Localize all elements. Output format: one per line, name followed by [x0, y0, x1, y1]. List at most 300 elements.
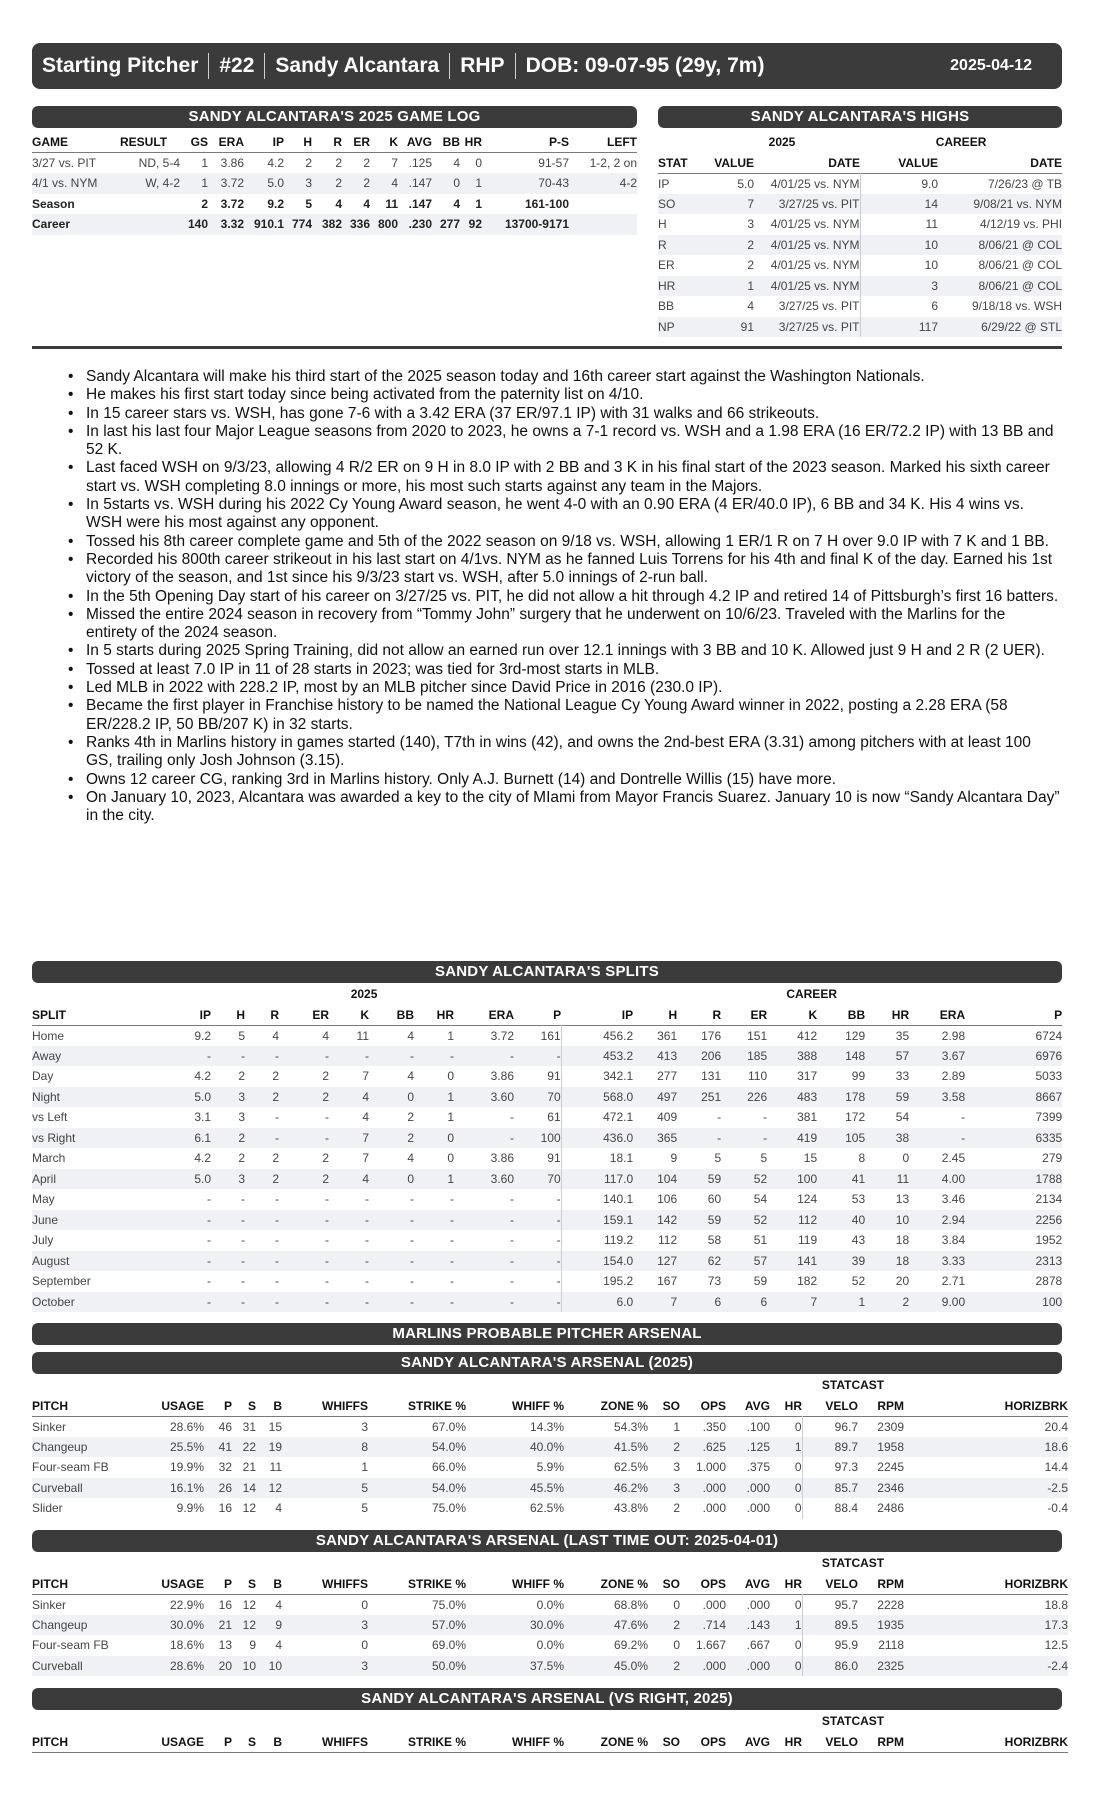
arsenal-cell: 13	[218, 1638, 232, 1653]
game-log-cell	[120, 194, 180, 215]
arsenal-cell: 75.0%	[431, 1501, 466, 1516]
arsenal-cell: 62.5%	[613, 1460, 648, 1475]
notes-list	[64, 368, 1060, 825]
splits-col-header: SPLIT	[32, 1007, 67, 1022]
table-row	[32, 1210, 1062, 1231]
splits-cell: -	[279, 1251, 329, 1272]
splits-cell: -	[454, 1251, 514, 1272]
splits-cell: 206	[677, 1046, 721, 1067]
table-row	[658, 173, 1062, 194]
splits-cell: 110	[747, 1069, 768, 1084]
splits-cell: 5.0	[167, 1087, 211, 1108]
splits-cell: 73	[707, 1274, 722, 1289]
table-row	[658, 194, 1062, 215]
splits-cell: 91	[547, 1069, 561, 1084]
arsenal-cell: 57.0%	[368, 1615, 466, 1636]
game-log-cell: Career	[32, 214, 120, 235]
game-log-cell: 1	[201, 156, 208, 170]
game-log-header-row	[32, 132, 637, 153]
splits-cell: -	[329, 1046, 369, 1067]
splits-cell: 100	[514, 1128, 561, 1149]
arsenal-cell: 0	[673, 1638, 680, 1653]
arsenal-cell: 46	[218, 1419, 232, 1434]
splits-cell: 15	[803, 1151, 818, 1166]
table-row	[32, 1635, 1068, 1656]
arsenal-cell: 1.000	[695, 1460, 726, 1475]
game-log-col-header: IP	[272, 135, 284, 149]
splits-cell: 11	[865, 1169, 909, 1190]
splits-cell: Home	[32, 1028, 65, 1043]
game-log-cell: 0	[475, 156, 482, 170]
arsenal-cell: 25.5%	[160, 1437, 204, 1458]
arsenal-col-header: HORIZBRK	[1004, 1576, 1068, 1591]
header-hand: RHP	[460, 54, 505, 77]
arsenal-cell: 9	[249, 1638, 256, 1653]
highs-col-header: VALUE	[898, 155, 939, 170]
arsenal-cell: .000	[702, 1501, 726, 1516]
splits-cell: 456.2	[561, 1025, 633, 1046]
arsenal-cell: 10	[256, 1656, 282, 1677]
splits-cell: 4	[407, 1151, 414, 1166]
arsenal-cell: 45.5%	[466, 1478, 564, 1499]
game-log-cell: 1	[180, 173, 208, 194]
splits-cell: 7	[362, 1069, 369, 1084]
splits-cell: 4	[329, 1087, 369, 1108]
note-item: • Led MLB in 2022 with 228.2 IP, most by an MLB pitcher since David Price in 2016 (230.0 IP).	[64, 679, 1060, 697]
arsenal-col-header: VELO	[825, 1734, 858, 1749]
arsenal-col-header: PITCH	[32, 1398, 68, 1413]
arsenal-cell: 18.6	[904, 1437, 1068, 1458]
arsenal-cell: 16	[218, 1501, 232, 1516]
splits-cell: 4	[407, 1069, 414, 1084]
splits-cell: 497	[633, 1087, 677, 1108]
arsenal-last-section	[32, 1530, 1068, 1676]
statcast-label: STATCAST	[821, 1714, 885, 1729]
splits-cell: 8	[858, 1151, 866, 1166]
arsenal-col-header: RPM	[877, 1576, 904, 1591]
game-log-cell: ND, 5-4	[138, 156, 180, 170]
note-item: • Became the first player in Franchise history to be named the National League Cy Young Award winner in 2022, posting a 2.28 ERA (58 ER/228.2 IP, 50 BB/207 K) in 32 starts.	[64, 697, 1060, 734]
arsenal-cell: 1	[770, 1615, 802, 1636]
table-row	[658, 255, 1062, 276]
highs-cell: 2	[747, 258, 754, 273]
arsenal-right-title: SANDY ALCANTARA'S ARSENAL (VS RIGHT, 2025)	[32, 1688, 1062, 1710]
table-row	[32, 1148, 1062, 1169]
arsenal-cell: 2309	[877, 1419, 904, 1434]
splits-cell: -	[211, 1046, 245, 1067]
highs-cell: 10	[860, 255, 938, 276]
splits-cell: -	[410, 1274, 414, 1289]
arsenal-cell: .000	[680, 1478, 726, 1499]
game-log-cell: 910.1	[244, 214, 284, 235]
note-item: • In 5starts vs. WSH during his 2022 Cy Young Award season, he went 4-0 with an 0.90 ERA (4 ER/40.0 IP), 6 BB and 34 K. His 4 wins vs. WSH were his most against any opponent.	[64, 496, 1060, 533]
splits-cell: 2	[322, 1151, 329, 1166]
arsenal-cell: .350	[702, 1419, 726, 1434]
highs-cell: NP	[658, 317, 704, 338]
splits-cell: 9.00	[909, 1292, 965, 1313]
arsenal-cell: 22	[232, 1437, 256, 1458]
splits-cell: 57	[865, 1046, 909, 1067]
splits-cell: 7	[767, 1292, 817, 1313]
note-item: • On January 10, 2023, Alcantara was awarded a key to the city of MIami from Mayor Francis Suarez. January 10 is now “Sandy Alcantara Day” in the city.	[64, 789, 1060, 826]
splits-cell: 3	[211, 1169, 245, 1190]
splits-cell: 154.0	[561, 1251, 633, 1272]
arsenal-cell: Curveball	[32, 1656, 160, 1677]
game-log-cell	[120, 214, 180, 235]
splits-cell: -	[514, 1046, 561, 1067]
splits-cell: 5	[714, 1151, 722, 1166]
highs-group-career: CAREER	[935, 135, 987, 150]
game-log-cell: 92	[460, 214, 482, 235]
splits-cell: 52	[851, 1274, 866, 1289]
table-row	[658, 296, 1062, 317]
arsenal-col-header: STRIKE %	[407, 1398, 466, 1413]
splits-cell: vs Right	[32, 1128, 167, 1149]
arsenal-cell: Sinker	[32, 1419, 67, 1434]
splits-cell: 2134	[1035, 1192, 1063, 1207]
splits-cell: 2.45	[941, 1151, 966, 1166]
splits-cell: 6976	[965, 1046, 1062, 1067]
arsenal-cell: 18.6%	[169, 1638, 204, 1653]
splits-cell: -	[677, 1128, 721, 1149]
splits-col-header: P	[553, 1007, 562, 1022]
game-log-cell: 1-2, 2 on	[589, 156, 637, 170]
splits-header-row	[32, 1005, 1062, 1026]
arsenal-cell: 69.0%	[431, 1638, 466, 1653]
splits-col-header: BB	[847, 1007, 866, 1022]
splits-cell: -	[909, 1128, 965, 1149]
arsenal-cell: 19.9%	[169, 1460, 204, 1475]
statcast-label: STATCAST	[821, 1378, 885, 1393]
arsenal-col-header: S	[247, 1734, 256, 1749]
highs-cell: 3	[747, 217, 754, 232]
arsenal-cell: 4	[275, 1638, 282, 1653]
game-log-section	[32, 106, 637, 235]
arsenal-cell: 16	[218, 1597, 232, 1612]
splits-cell: 176	[701, 1028, 722, 1043]
splits-cell: 4	[272, 1028, 279, 1043]
arsenal-group-spacer	[904, 1553, 1068, 1574]
note-item: • Ranks 4th in Marlins history in games started (140), T7th in wins (42), and owns the 2nd-best ERA (3.31) among pitchers with at least 100 GS, trailing only Josh Johnson (3.15).	[64, 734, 1060, 771]
arsenal-cell: 0	[794, 1460, 802, 1475]
arsenal-cell: 14	[232, 1478, 256, 1499]
note-item: • Owns 12 career CG, ranking 3rd in Marlins history. Only A.J. Burnett (14) and Dontrelle Willis (15) have more.	[64, 771, 1060, 789]
splits-group-career: CAREER	[786, 987, 837, 1002]
splits-cell: 195.2	[561, 1271, 633, 1292]
splits-cell: 1	[414, 1087, 454, 1108]
arsenal-col-header: P	[223, 1734, 232, 1749]
splits-table	[32, 984, 1062, 1312]
splits-cell: -	[207, 1233, 211, 1248]
arsenal-cell: 43.8%	[613, 1501, 648, 1516]
splits-cell: 5.0	[167, 1169, 211, 1190]
splits-cell: 9	[670, 1151, 678, 1166]
splits-cell: 3.60	[454, 1169, 514, 1190]
splits-cell: -	[450, 1233, 454, 1248]
table-row	[658, 214, 1062, 235]
splits-cell: 52	[721, 1169, 767, 1190]
splits-cell: 9.2	[194, 1028, 211, 1043]
table-row	[32, 1615, 1068, 1636]
splits-cell: 117.0	[561, 1169, 633, 1190]
arsenal-cell: 9.9%	[176, 1501, 204, 1516]
splits-cell: 2	[272, 1069, 279, 1084]
game-log-cell: Season	[32, 196, 75, 211]
splits-cell: 2.89	[941, 1069, 966, 1084]
game-log-col-header: GAME	[32, 135, 68, 149]
arsenal-cell: 3	[648, 1478, 680, 1499]
splits-cell: 100	[965, 1292, 1062, 1313]
splits-cell: 419	[767, 1128, 817, 1149]
arsenal-col-header: OPS	[700, 1576, 726, 1591]
splits-cell: 59	[677, 1169, 721, 1190]
splits-cell: 148	[817, 1046, 865, 1067]
arsenal-cell: 5.9%	[536, 1460, 564, 1475]
splits-cell: 2	[865, 1292, 909, 1313]
highs-title: SANDY ALCANTARA'S HIGHS	[658, 106, 1062, 128]
splits-cell: 35	[895, 1028, 910, 1043]
table-row	[658, 276, 1062, 297]
note-item: • Recorded his 800th career strikeout in his last start on 4/1vs. NYM as he fanned Luis Torrens for his 4th and final K of the day. Earned his 1st victory of the season, and 1st since his 9/3/23 start vs. WSH, after 5.0 innings of 2-run ball.	[64, 551, 1060, 588]
game-log-col-header: ERA	[218, 135, 244, 149]
table-row	[32, 1046, 1062, 1067]
arsenal-cell: Slider	[32, 1501, 63, 1516]
splits-cell: 4	[329, 1169, 369, 1190]
arsenal-cell: 0.0%	[536, 1638, 564, 1653]
highs-cell: 4	[747, 299, 754, 314]
highs-cell: 4/01/25 vs. NYM	[770, 258, 860, 273]
game-log-cell: 3.72	[220, 196, 244, 211]
splits-cell: 2	[238, 1069, 245, 1084]
splits-cell: May	[32, 1192, 55, 1207]
arsenal-cell: 40.0%	[466, 1437, 564, 1458]
splits-cell: 3.84	[941, 1233, 966, 1248]
game-log-cell: 4/1 vs. NYM	[32, 173, 120, 194]
splits-cell: -	[514, 1292, 561, 1313]
arsenal-cell: 8	[282, 1437, 368, 1458]
arsenal-cell: 12	[232, 1615, 256, 1636]
arsenal-cell: 14.3%	[529, 1419, 564, 1434]
arsenal-cell: .143	[726, 1615, 770, 1636]
arsenal-right-table	[32, 1711, 1068, 1753]
splits-cell: 38	[865, 1128, 909, 1149]
splits-cell: -	[279, 1128, 329, 1149]
arsenal-header-row	[32, 1574, 1068, 1595]
game-log-col-header: RESULT	[120, 135, 168, 149]
highs-table	[658, 132, 1062, 337]
splits-cell: 6.1	[167, 1128, 211, 1149]
arsenal-cell: 2325	[858, 1656, 904, 1677]
splits-cell: 4.2	[194, 1151, 211, 1166]
game-log-cell: 2	[305, 156, 312, 170]
highs-cell: 3/27/25 vs. PIT	[754, 194, 860, 215]
splits-title: SANDY ALCANTARA'S SPLITS	[32, 961, 1062, 983]
arsenal-cell: 4	[275, 1501, 282, 1516]
highs-cell: 4/01/25 vs. NYM	[754, 235, 860, 256]
splits-cell: 4.2	[194, 1069, 211, 1084]
splits-cell: 2	[245, 1087, 279, 1108]
splits-cell: October	[32, 1292, 167, 1313]
arsenal-col-header: WHIFFS	[322, 1398, 368, 1413]
splits-cell: -	[167, 1292, 211, 1313]
arsenal-cell: 21	[242, 1460, 256, 1475]
splits-cell: 40	[817, 1210, 865, 1231]
table-row	[32, 153, 637, 174]
arsenal-cell: Changeup	[32, 1615, 160, 1636]
splits-cell: 4	[322, 1028, 329, 1043]
splits-cell: 3.86	[490, 1151, 514, 1166]
splits-cell: 317	[797, 1069, 818, 1084]
splits-cell: -	[207, 1274, 211, 1289]
arsenal-cell: .100	[746, 1419, 770, 1434]
splits-cell: April	[32, 1169, 167, 1190]
arsenal-cell: 0.0%	[536, 1597, 564, 1612]
arsenal-cell: .000	[726, 1656, 770, 1677]
arsenal-cell: 14.4	[1044, 1460, 1068, 1475]
splits-cell: 33	[895, 1069, 910, 1084]
arsenal-cell: 37.5%	[466, 1656, 564, 1677]
splits-cell: July	[32, 1233, 54, 1248]
splits-cell: 226	[721, 1087, 767, 1108]
splits-cell: 11	[356, 1028, 369, 1043]
splits-cell: -	[721, 1128, 767, 1149]
splits-cell: 361	[657, 1028, 678, 1043]
splits-group-row	[32, 984, 1062, 1005]
arsenal-cell: 20.4	[1044, 1419, 1068, 1434]
splits-cell: 129	[845, 1028, 866, 1043]
arsenal-col-header: S	[247, 1398, 256, 1413]
splits-cell: 185	[721, 1046, 767, 1067]
header-separator	[449, 53, 450, 79]
splits-cell: 472.1	[561, 1107, 633, 1128]
arsenal-cell: Sinker	[32, 1597, 67, 1612]
arsenal-cell: 31	[242, 1419, 256, 1434]
game-log-cell: 4	[335, 196, 342, 211]
arsenal-col-header: RPM	[877, 1398, 904, 1413]
splits-cell: 0	[369, 1087, 414, 1108]
table-row	[32, 173, 637, 194]
statcast-label: STATCAST	[821, 1556, 885, 1571]
arsenal-col-header: B	[273, 1398, 282, 1413]
splits-cell: 3	[211, 1087, 245, 1108]
splits-cell: -	[514, 1251, 561, 1272]
splits-cell: Away	[32, 1046, 167, 1067]
game-log-cell: 1	[475, 196, 482, 211]
splits-cell: -	[369, 1046, 414, 1067]
splits-cell: 41	[817, 1169, 865, 1190]
splits-cell: -	[241, 1192, 245, 1207]
splits-cell: -	[325, 1274, 329, 1289]
splits-cell: September	[32, 1274, 91, 1289]
arsenal-last-table	[32, 1553, 1068, 1676]
splits-cell: -	[279, 1046, 329, 1067]
arsenal-col-header: HR	[784, 1398, 802, 1413]
arsenal-cell: .000	[746, 1501, 770, 1516]
note-item: • Tossed at least 7.0 IP in 11 of 28 starts in 2023; was tied for 3rd-most starts in MLB.	[64, 661, 1060, 679]
arsenal-cell: 97.3	[802, 1457, 858, 1478]
arsenal-cell: 0	[794, 1501, 802, 1516]
table-row	[32, 1107, 1062, 1128]
splits-cell: -	[510, 1274, 514, 1289]
splits-cell: 54	[895, 1110, 910, 1125]
splits-col-header: P	[1054, 1007, 1063, 1022]
arsenal-cell: 2	[648, 1615, 680, 1636]
splits-cell: 59	[865, 1087, 909, 1108]
splits-cell: -	[454, 1046, 514, 1067]
game-log-col-header: BB	[442, 135, 460, 149]
game-log-cell: 4	[453, 196, 460, 211]
splits-cell: 151	[747, 1028, 768, 1043]
note-item: • In last his last four Major League seasons from 2020 to 2023, he owns a 7-1 record vs. WSH and a 1.98 ERA (16 ER/72.2 IP) with 13 BB and 52 K.	[64, 423, 1060, 460]
arsenal-cell: 11	[269, 1460, 282, 1475]
arsenal-cell: 28.6%	[160, 1656, 204, 1677]
highs-cell: 3/27/25 vs. PIT	[778, 299, 860, 314]
arsenal-group-spacer	[32, 1375, 802, 1396]
arsenal-cell: 28.6%	[169, 1419, 204, 1434]
splits-cell: -	[245, 1046, 279, 1067]
highs-cell: 4/01/25 vs. NYM	[754, 276, 860, 297]
highs-cell: HR	[658, 276, 704, 297]
splits-cell: 2	[245, 1169, 279, 1190]
splits-cell: -	[325, 1192, 329, 1207]
arsenal-cell: 1	[673, 1419, 680, 1434]
arsenal-header-row	[32, 1396, 1068, 1417]
arsenal-2025-title: SANDY ALCANTARA'S ARSENAL (2025)	[32, 1352, 1062, 1374]
splits-col-header: K	[808, 1007, 818, 1022]
splits-cell: -	[450, 1192, 454, 1207]
arsenal-cell: 96.7	[802, 1416, 858, 1437]
game-log-cell: 11	[385, 196, 398, 211]
splits-cell: 3.72	[490, 1028, 514, 1043]
arsenal-col-header: PITCH	[32, 1734, 68, 1749]
splits-body	[32, 1025, 1062, 1312]
highs-cell: SO	[658, 194, 704, 215]
splits-cell: -	[329, 1292, 369, 1313]
arsenal-cell: 0	[794, 1638, 802, 1653]
arsenal-cell: 2486	[877, 1501, 904, 1516]
arsenal-col-header: WHIFFS	[322, 1576, 368, 1591]
splits-col-header: ERA	[488, 1007, 514, 1022]
splits-cell: 18	[865, 1251, 909, 1272]
splits-cell: 409	[657, 1110, 678, 1125]
arsenal-cell: 89.5	[802, 1615, 858, 1636]
highs-col-header: VALUE	[714, 155, 754, 170]
arsenal-col-header: USAGE	[161, 1734, 204, 1749]
highs-cell: 4/12/19 vs. PHI	[979, 217, 1063, 232]
splits-cell: 140.1	[561, 1189, 633, 1210]
game-log-cell: 2	[312, 173, 342, 194]
highs-cell: 7	[704, 194, 754, 215]
splits-cell: 7	[362, 1151, 369, 1166]
arsenal-cell: 12.5	[1044, 1638, 1068, 1653]
arsenal-cell: .714	[680, 1615, 726, 1636]
arsenal-cell: 21	[204, 1615, 232, 1636]
arsenal-cell: 19	[256, 1437, 282, 1458]
table-row	[32, 1087, 1062, 1108]
arsenal-col-header: P	[223, 1398, 232, 1413]
highs-cell: R	[658, 235, 704, 256]
splits-cell: -	[365, 1274, 369, 1289]
arsenal-cell: 0	[361, 1638, 368, 1653]
game-log-cell: 140	[180, 214, 208, 235]
arsenal-cell: 1.667	[695, 1638, 726, 1653]
arsenal-cell: 67.0%	[431, 1419, 466, 1434]
splits-col-header: R	[712, 1007, 722, 1022]
table-row	[32, 194, 637, 215]
splits-cell: 62	[677, 1251, 721, 1272]
game-log-cell: 3.72	[208, 173, 244, 194]
table-row	[32, 1478, 1068, 1499]
